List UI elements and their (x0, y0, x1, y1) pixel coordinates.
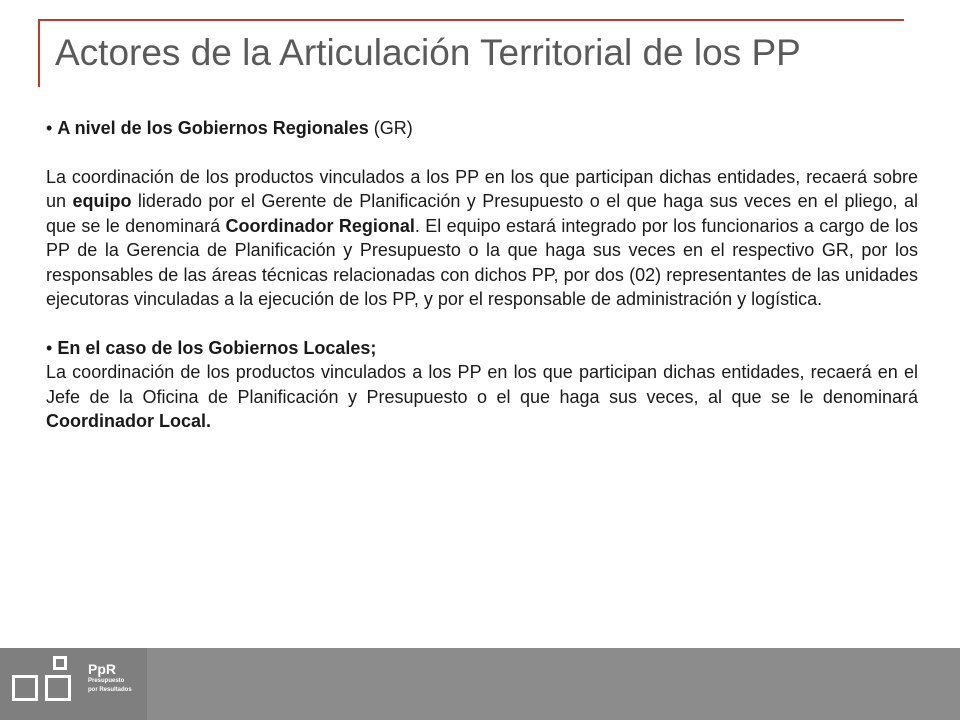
slide-content (46, 116, 918, 434)
footer-bar (0, 648, 960, 720)
local-heading-line (46, 336, 918, 361)
local-heading: En el caso de los Gobiernos Locales; (57, 337, 377, 358)
regional-heading-suffix: (GR) (368, 118, 413, 138)
title-frame-left-rule (38, 19, 40, 87)
bullet-marker: • (46, 337, 53, 358)
logo-square-left-icon (12, 675, 38, 701)
logo-subtitle-1: Presupuesto (88, 678, 125, 684)
slide-title: Actores de la Articulación Territorial de los PP (55, 32, 801, 73)
local-text-1: La coordinación de los productos vinculados a los PP en los que participan dichas entidades, recaerá en el Jefe de la Oficina de Planificación y Presupuesto o el que haga sus veces, al que se le denominará (46, 362, 918, 407)
logo-text (88, 662, 132, 694)
regional-text-1: La coordinación de los productos vinculados a los PP en los que participan dichas entidades, recaerá sobre un (46, 166, 918, 211)
local-paragraph (46, 360, 918, 434)
regional-bold-equipo: equipo (72, 191, 132, 211)
regional-text-3: . El equipo estará integrado por los funcionarios a cargo de los PP de la Gerencia de Planificación y Presupuesto o la que haga sus veces en el respectivo GR, por los responsables de las áreas técnicas relacionadas con dichos PP, por dos (02) representantes de las unidades ejecutoras vinculadas a la ejecución de los PP, y por el responsable de administración y logística. (46, 215, 919, 309)
regional-heading: A nivel de los Gobiernos Regionales (57, 118, 369, 138)
logo-square-right-icon (45, 675, 71, 701)
logo-subtitle-2: por Resultados (88, 687, 132, 693)
bullet-marker: • (46, 118, 53, 138)
logo-title: PpR (88, 661, 116, 677)
title-frame-top-rule (38, 19, 904, 21)
regional-text-2: liderado por el Gerente de Planificación y Presupuesto o el que haga sus veces en el pliego, al que se le denominará (46, 191, 919, 236)
regional-paragraph (46, 165, 918, 312)
regional-bold-coordinador: Coordinador Regional (225, 215, 415, 236)
logo-square-small-icon (53, 656, 67, 670)
ppr-logo (0, 648, 147, 720)
regional-heading-line (46, 116, 918, 141)
local-bold-coordinador: Coordinador Local. (46, 411, 212, 431)
